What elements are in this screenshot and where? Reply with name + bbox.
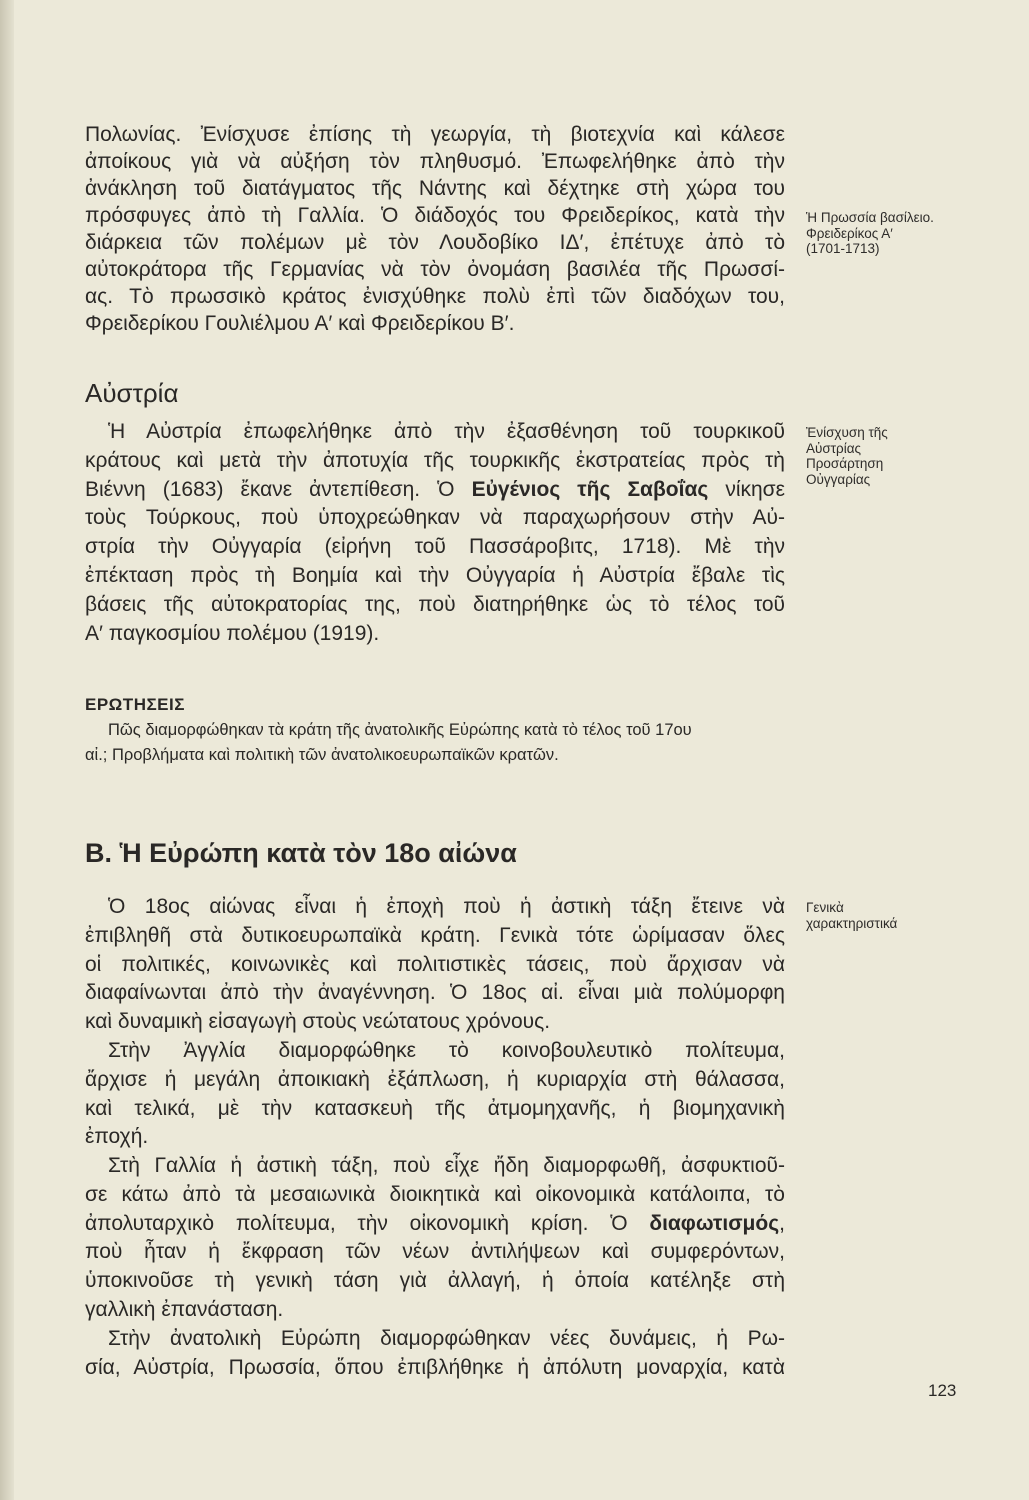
bold-term: διαφωτισμός xyxy=(649,1211,780,1235)
text-line: ἐπέκταση πρὸς τὴ Βοημία καὶ τὴν Οὐγγαρία ἡ Αὐστρία ἔβαλε τὶς xyxy=(85,563,785,587)
text-line: Φρειδερίκου Γουλιέλμου Α′ καὶ Φρειδερίκου Β′. xyxy=(85,312,515,335)
section-b-paragraph-1 xyxy=(85,893,785,1037)
section-b-heading: Β. Ἡ Εὐρώπη κατὰ τὸν 18ο αἰώνα xyxy=(85,838,517,868)
question-line: Πῶς διαμορφώθηκαν τὰ κράτη τῆς ἀνατολικῆς Εὐρώπης κατὰ τὸ τέλος τοῦ 17ου xyxy=(108,721,692,739)
margin-note-line: Προσάρτηση xyxy=(806,456,884,471)
text-line: αὐτοκράτορα τῆς Γερμανίας νὰ τὸν ὀνομάση βασιλέα τῆς Πρωσσί- xyxy=(85,258,785,281)
margin-note-line: Γενικὰ xyxy=(806,900,844,915)
text-line: στρία τὴν Οὐγγαρία (εἰρήνη τοῦ Πασσάροβιτς, 1718). Μὲ τὴν xyxy=(85,535,785,559)
text-line: διαφαίνωνται ἀπὸ τὴν ἀναγέννηση. Ὁ 18ος αἰ. εἶναι μιὰ πολύμορφη xyxy=(85,981,785,1005)
margin-note-general xyxy=(806,900,897,931)
margin-note-line: (1701-1713) xyxy=(806,241,880,256)
margin-note-line: Ἐνίσχυση τῆς xyxy=(806,425,888,440)
text-line xyxy=(85,1210,785,1239)
text-line: Ἡ Αὐστρία ἐπωφελήθηκε ἀπὸ τὴν ἐξασθένηση τοῦ τουρκικοῦ xyxy=(108,420,785,443)
margin-note-austria xyxy=(806,425,888,487)
text-line: ἀποίκους γιὰ νὰ αὐξήση τὸν πληθυσμό. Ἐπωφελήθηκε ἀπὸ τὴν xyxy=(85,150,785,173)
page-binding-edge xyxy=(0,0,14,1500)
text-line: σε κάτω ἀπὸ τὰ μεσαιωνικὰ διοικητικὰ καὶ οἰκονομικὰ κατάλοιπα, τὸ xyxy=(85,1182,785,1206)
text-line: ἄρχισε ἡ μεγάλη ἀποικιακὴ ἐξάπλωση, ἡ κυριαρχία στὴ θάλασσα, xyxy=(85,1067,785,1091)
text-line: γαλλικὴ ἐπανάσταση. xyxy=(85,1297,284,1321)
question-line: αἰ.; Προβλήματα καὶ πολιτικὴ τῶν ἀνατολικοευρωπαϊκῶν κρατῶν. xyxy=(85,746,559,764)
text-line: καὶ τελικά, μὲ τὴν κατασκευὴ τῆς ἀτμομηχανῆς, ἡ βιομηχανικὴ xyxy=(85,1096,785,1120)
text-line: ἐποχή. xyxy=(85,1125,149,1149)
text-segment: νίκησε xyxy=(708,477,785,501)
bold-term: Εὐγένιος τῆς Σαβοΐας xyxy=(471,477,709,501)
questions-title: ΕΡΩΤΗΣΕΙΣ xyxy=(85,695,185,714)
section-b-paragraph-3 xyxy=(85,1152,785,1325)
text-line: διάρκεια τῶν πολέμων μὲ τὸν Λουδοβίκο ΙΔ′, ἐπέτυχε ἀπὸ τὸ xyxy=(85,231,785,254)
text-line: Στὴν Ἀγγλία διαμορφώθηκε τὸ κοινοβουλευτικὸ πολίτευμα, xyxy=(108,1039,785,1062)
text-line: σία, Αὐστρία, Πρωσσία, ὅπου ἐπιβλήθηκε ἡ ἀπόλυτη μοναρχία, κατὰ xyxy=(85,1355,785,1379)
text-line: Πολωνίας. Ἐνίσχυσε ἐπίσης τὴ γεωργία, τὴ βιοτεχνία καὶ κάλεσε xyxy=(85,123,785,146)
section-b-paragraph-2 xyxy=(85,1037,785,1152)
intro-paragraph xyxy=(85,121,785,337)
page-number: 123 xyxy=(928,1381,957,1400)
austria-heading: Αὐστρία xyxy=(85,378,179,408)
text-line: Στὴ Γαλλία ἡ ἀστικὴ τάξη, ποὺ εἶχε ἤδη διαμορφωθῆ, ἀσφυκτιοῦ- xyxy=(108,1154,785,1177)
text-line: Στὴν ἀνατολικὴ Εὐρώπη διαμορφώθηκαν νέες δυνάμεις, ἡ Ρω- xyxy=(108,1327,785,1350)
margin-note-line: Οὐγγαρίας xyxy=(806,471,871,487)
text-segment: ἀπολυταρχικὸ πολίτευμα, τὴν οἰκονομικὴ κρίση. Ὁ xyxy=(85,1211,650,1235)
text-line: τοὺς Τούρκους, ποὺ ὑποχρεώθηκαν νὰ παραχωρήσουν στὴν Αὐ- xyxy=(85,506,785,530)
text-line: ἐπιβληθῆ στὰ δυτικοευρωπαϊκὰ κράτη. Γενικὰ τότε ὡρίμασαν ὅλες xyxy=(85,923,785,947)
text-line xyxy=(85,476,785,505)
questions-text xyxy=(85,718,785,768)
text-line: κράτους καὶ μετὰ τὴν ἀποτυχία τῆς τουρκικῆς ἐκστρατείας πρὸς τὴ xyxy=(85,448,785,472)
text-segment: Βιέννη (1683) ἔκανε ἀντεπίθεση. Ὁ xyxy=(85,477,472,501)
text-segment: , xyxy=(779,1211,785,1235)
margin-note-prussia xyxy=(806,210,934,257)
margin-note-line: χαρακτηριστικά xyxy=(806,915,898,931)
margin-note-line: Ἡ Πρωσσία βασίλειο. xyxy=(806,210,934,225)
text-line: ας. Τὸ πρωσσικὸ κράτος ἐνισχύθηκε πολὺ ἐπὶ τῶν διαδόχων του, xyxy=(85,285,785,308)
text-line: οἱ πολιτικές, κοινωνικὲς καὶ πολιτιστικὲς τάσεις, ποὺ ἄρχισαν νὰ xyxy=(85,952,785,976)
margin-note-line: Φρειδερίκος Α′ xyxy=(806,225,893,241)
text-line: ποὺ ἦταν ἡ ἔκφραση τῶν νέων ἀντιλήψεων καὶ συμφερόντων, xyxy=(85,1240,785,1264)
text-line: πρόσφυγες ἀπὸ τὴ Γαλλία. Ὁ διάδοχός του Φρειδερίκος, κατὰ τὴν xyxy=(85,204,785,227)
text-line: Α′ παγκοσμίου πολέμου (1919). xyxy=(85,621,380,645)
section-b-paragraph-4 xyxy=(85,1325,785,1383)
austria-paragraph xyxy=(85,418,785,648)
text-line: καὶ δυναμικὴ εἰσαγωγὴ στοὺς νεώτατους χρόνους. xyxy=(85,1010,551,1034)
text-line: ἀνάκληση τοῦ διατάγματος τῆς Νάντης καὶ δέχτηκε στὴ χώρα του xyxy=(85,177,785,200)
text-line: βάσεις τῆς αὐτοκρατορίας της, ποὺ διατηρήθηκε ὡς τὸ τέλος τοῦ xyxy=(85,592,785,616)
margin-note-line: Αὐστρίας xyxy=(806,440,862,456)
text-line: ὑποκινοῦσε τὴ γενικὴ τάση γιὰ ἀλλαγή, ἡ ὁποία κατέληξε στὴ xyxy=(85,1269,785,1293)
text-line: Ὁ 18ος αἰώνας εἶναι ἡ ἐποχὴ ποὺ ἡ ἀστικὴ τάξη ἔτεινε νὰ xyxy=(108,895,785,918)
